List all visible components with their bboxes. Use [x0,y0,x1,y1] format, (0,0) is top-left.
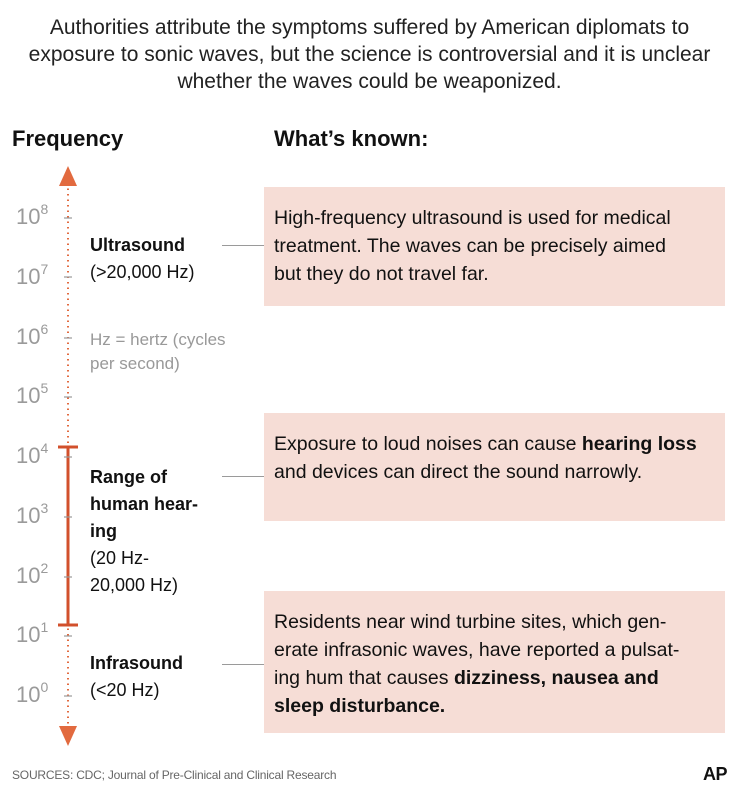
ultrasound-name: Ultrasound [90,235,186,255]
intro-text: Authorities attribute the symptoms suffered by American diplomats to exposure to sonic waves, but the science is controversial and it is unclear whether the waves could be weaponized. [28,16,711,93]
arrow-up-icon [59,166,77,186]
human-hearing-label: Range of human hear- ing (20 Hz- 20,000 Hz) [90,467,199,595]
infrasound-info-box: Residents near wind turbine sites, which gen- erate infrasonic waves, have reported a pulsat- ing hum that causes dizziness, nausea and sleep disturbance. [264,591,725,733]
tick-label: $10^6$ [16,321,49,349]
frequency-header: Frequency [12,126,124,151]
whats-known-header: What’s known: [274,126,429,151]
ap-logo: AP [703,764,728,784]
tick-label: $10^0$ [16,679,49,707]
tick-label: $10^5$ [16,380,49,408]
ultrasound-info-box: High-frequency ultrasound is used for medical treatment. The waves can be precisely aimed but they do not travel far. [264,187,725,306]
hearing-connector [222,476,264,477]
hearing-info-box: Exposure to loud noises can cause hearing loss and devices can direct the sound narrowly. [264,413,725,521]
ultrasound-detail: (>20,000 Hz) [90,262,195,282]
tick-label: $10^8$ [16,201,49,229]
tick-label: $10^3$ [16,500,49,528]
ultrasound-label [90,232,195,286]
hertz-note: Hz = hertz (cycles per second) [90,330,226,373]
infrasound-detail: (<20 Hz) [90,680,160,700]
ultrasound-connector [222,245,264,246]
infrasound-connector [222,664,264,665]
infrasound-label [90,650,183,704]
arrow-down-icon [59,726,77,746]
tick-label: $10^4$ [16,440,49,468]
tick-label: $10^7$ [16,261,49,289]
tick-label: $10^1$ [16,619,49,647]
infrasound-name: Infrasound [90,653,183,673]
sources-text: SOURCES: CDC; Journal of Pre-Clinical and Clinical Research [12,768,337,782]
tick-label: $10^2$ [16,560,49,588]
